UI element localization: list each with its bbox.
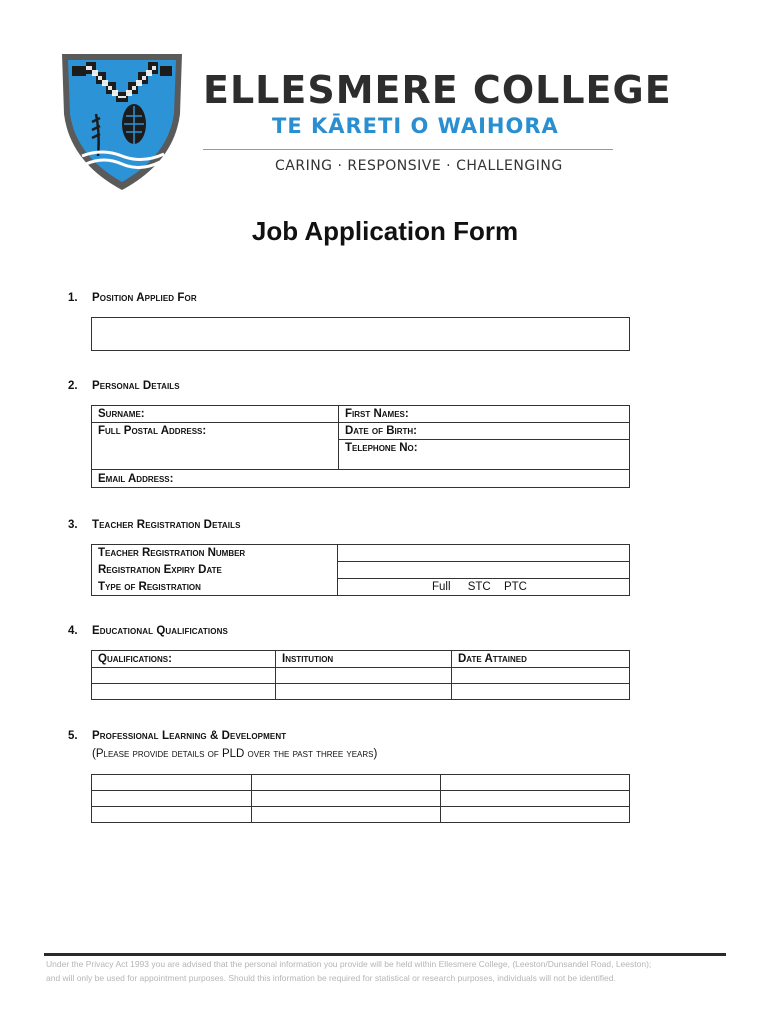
dob-label: Date of Birth: bbox=[345, 425, 418, 437]
section-5-note: (Please provide details of PLD over the past three years) bbox=[92, 748, 378, 760]
reg-expiry-label-cell bbox=[92, 562, 338, 579]
qual-row-1-date[interactable] bbox=[452, 668, 630, 684]
section-2-number: 2. bbox=[68, 380, 78, 392]
school-crest-icon bbox=[56, 44, 188, 192]
pld-row-2-col-2[interactable] bbox=[252, 791, 441, 807]
first-names-field[interactable] bbox=[339, 406, 630, 423]
qualifications-header bbox=[92, 651, 276, 668]
reg-option-full[interactable]: Full bbox=[432, 581, 451, 593]
institution-header-label: Institution bbox=[282, 653, 334, 665]
college-name: ELLESMERE COLLEGE bbox=[203, 68, 672, 112]
reg-option-ptc[interactable]: PTC bbox=[503, 581, 527, 593]
reg-expiry-label: Registration Expiry Date bbox=[98, 564, 222, 576]
reg-type-label: Type of Registration bbox=[98, 580, 201, 593]
surname-label: Surname: bbox=[98, 408, 145, 420]
first-names-label: First Names: bbox=[345, 408, 409, 420]
section-4-number: 4. bbox=[68, 625, 78, 637]
qual-row-2-qualification[interactable] bbox=[92, 684, 276, 700]
date-attained-header-label: Date Attained bbox=[458, 653, 527, 665]
reg-option-stc[interactable]: STC bbox=[467, 581, 491, 593]
college-motto: CARING · RESPONSIVE · CHALLENGING bbox=[275, 158, 563, 174]
privacy-notice-line-1: Under the Privacy Act 1993 you are advised that the personal information you provide will be held within Ellesmere College, (Leeston/Dunsandel Road, Leeston); bbox=[46, 959, 652, 969]
pld-row-2-col-1[interactable] bbox=[92, 791, 252, 807]
section-1-number: 1. bbox=[68, 292, 78, 304]
telephone-label: Telephone No: bbox=[345, 442, 418, 454]
pld-row-2-col-3[interactable] bbox=[441, 791, 630, 807]
postal-address-field[interactable] bbox=[92, 423, 339, 470]
page-title: Job Application Form bbox=[251, 216, 519, 246]
telephone-field[interactable] bbox=[339, 440, 630, 470]
email-field[interactable] bbox=[92, 470, 630, 488]
qual-row-2-institution[interactable] bbox=[276, 684, 452, 700]
reg-expiry-input[interactable] bbox=[338, 562, 630, 579]
date-attained-header bbox=[452, 651, 630, 668]
reg-type-label-cell bbox=[92, 579, 338, 596]
qualifications-table bbox=[91, 650, 630, 700]
reg-number-label: Teacher Registration Number bbox=[98, 547, 246, 560]
pld-table bbox=[91, 774, 630, 823]
institution-header bbox=[276, 651, 452, 668]
reg-number-input[interactable] bbox=[338, 545, 630, 562]
college-maori-name: TE KĀRETI O WAIHORA bbox=[272, 114, 559, 138]
section-1-heading: Position Applied For bbox=[92, 292, 197, 304]
qual-row-2-date[interactable] bbox=[452, 684, 630, 700]
email-label: Email Address: bbox=[98, 472, 174, 485]
surname-field[interactable] bbox=[92, 406, 339, 423]
pld-row-1-col-1[interactable] bbox=[92, 775, 252, 791]
position-applied-input[interactable] bbox=[91, 317, 630, 351]
section-3-number: 3. bbox=[68, 519, 78, 531]
header-divider bbox=[203, 149, 613, 150]
pld-row-1-col-3[interactable] bbox=[441, 775, 630, 791]
pld-row-3-col-2[interactable] bbox=[252, 807, 441, 823]
dob-field[interactable] bbox=[339, 423, 630, 440]
pld-row-3-col-3[interactable] bbox=[441, 807, 630, 823]
reg-number-label-cell bbox=[92, 545, 338, 562]
section-4-heading: Educational Qualifications bbox=[92, 625, 228, 637]
privacy-notice-line-2: and will only be used for appointment purposes. Should this information be required for statistical or research purposes, individuals will not be identified. bbox=[46, 973, 616, 983]
section-3-heading: Teacher Registration Details bbox=[92, 519, 241, 531]
pld-row-1-col-2[interactable] bbox=[252, 775, 441, 791]
section-5-number: 5. bbox=[68, 730, 78, 742]
privacy-notice bbox=[46, 957, 726, 985]
section-5-heading: Professional Learning & Development bbox=[92, 730, 287, 742]
postal-address-label: Full Postal Address: bbox=[98, 425, 207, 437]
qual-row-1-institution[interactable] bbox=[276, 668, 452, 684]
reg-type-options bbox=[338, 579, 630, 596]
section-2-heading: Personal Details bbox=[92, 380, 180, 392]
footer-divider bbox=[44, 953, 726, 956]
qualifications-header-label: Qualifications: bbox=[98, 653, 172, 665]
qual-row-1-qualification[interactable] bbox=[92, 668, 276, 684]
registration-table bbox=[91, 544, 630, 596]
personal-details-table bbox=[91, 405, 630, 488]
pld-row-3-col-1[interactable] bbox=[92, 807, 252, 823]
